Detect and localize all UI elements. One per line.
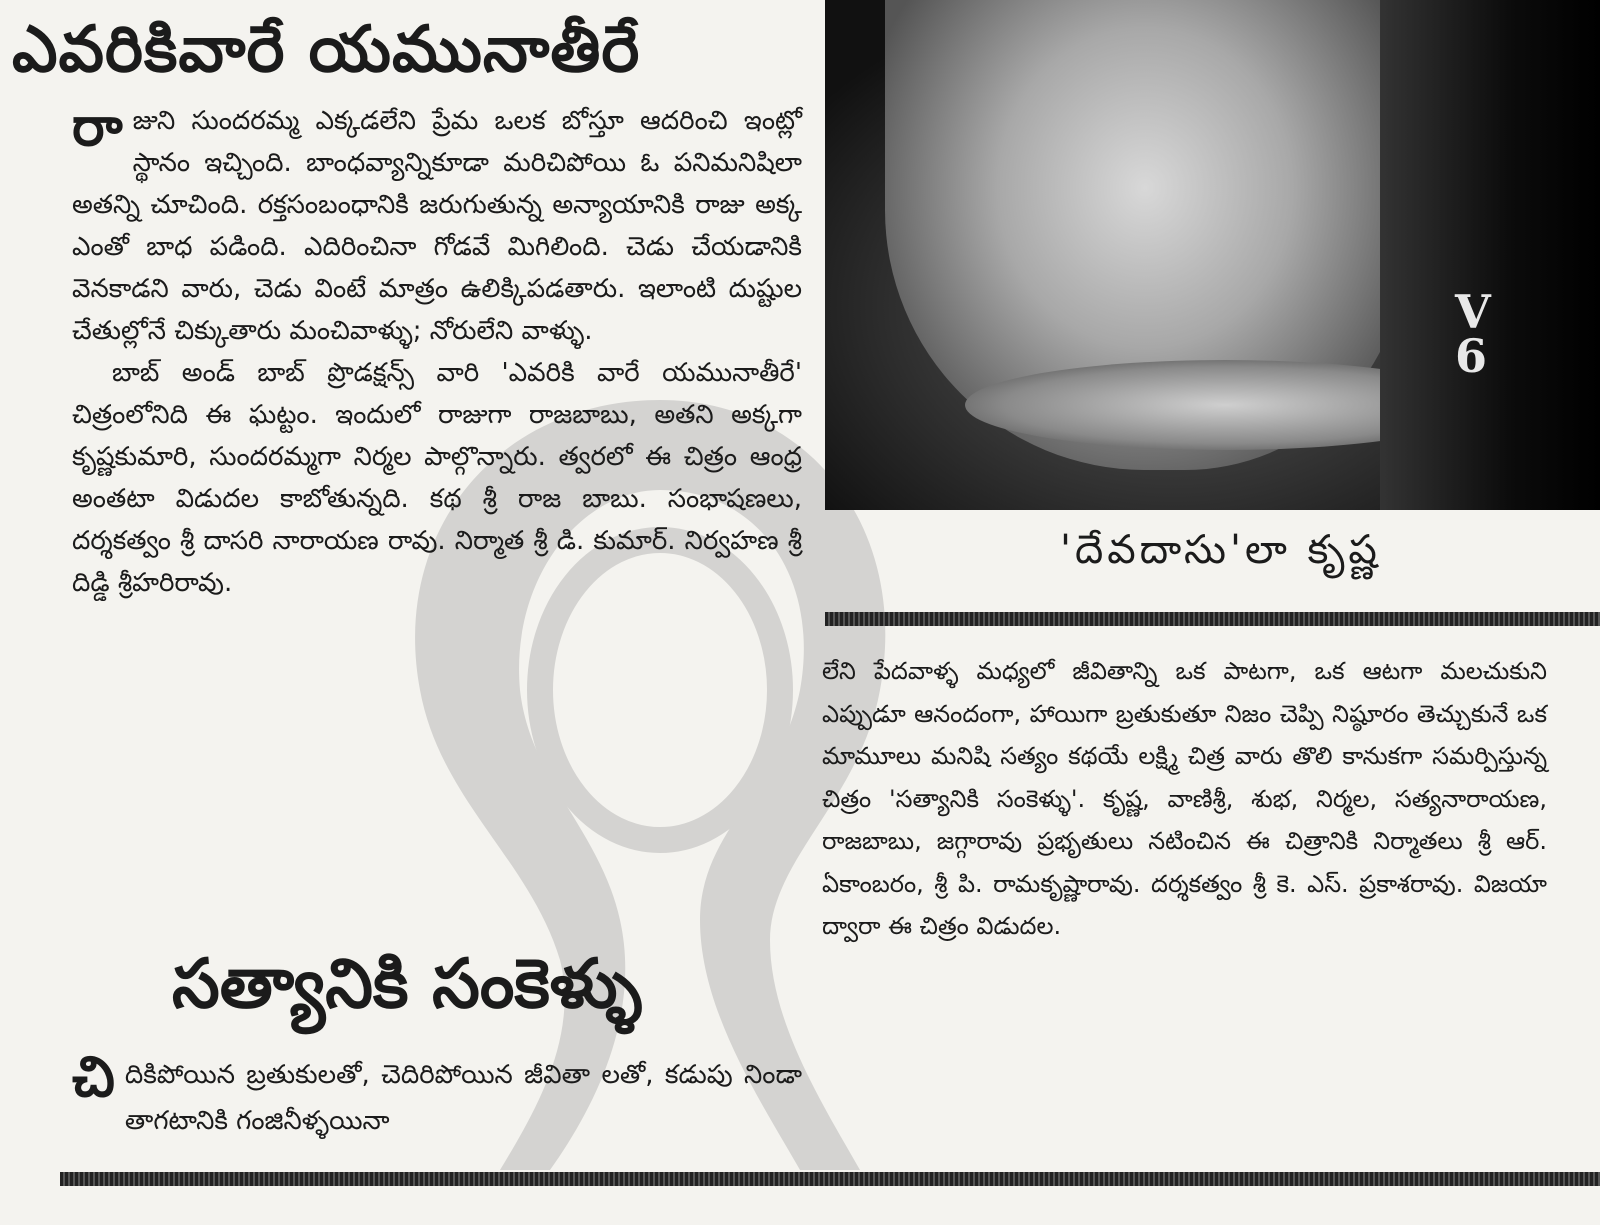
paragraph-text: లేని పేదవాళ్ళ మధ్యలో జీవితాన్ని ఒక పాటగా, ఒక ఆటగా మలచుకుని ఎప్పుడూ ఆనందంగా, హాయిగా బ్రతుకుతూ నిజం చెప్పి నిష్ఠూరం తెచ్చుకునే ఒక మామూలు మనిషి సత్యం కథయే లక్ష్మి చిత్ర వారు తొలి కానుకగా సమర్పిస్తున్న చిత్రం 'సత్యానికి సంకెళ్ళు'. కృష్ణ, వాణిశ్రీ, శుభ, నిర్మల, సత్యనారాయణ, రాజబాబు, జగ్గారావు ప్రభృతులు నటించిన ఈ చిత్రానికి నిర్మాతలు శ్రీ ఆర్. ఏకాంబరం, శ్రీ పి. రామకృష్ణారావు. దర్శకత్వం శ్రీ కె. ఎస్. ప్రకాశరావు. విజయా ద్వారా ఈ చిత్రం విడుదల. <box>822 657 1547 940</box>
headline-satyaniki-sankellu: సత్యానికి సంకెళ్ళు <box>172 945 643 1024</box>
paragraph-text: జుని సుందరమ్మ ఎక్కడలేని ప్రేమ ఒలక బోస్తూ ఆదరించి ఇంట్లో స్థానం ఇచ్చింది. బాంధవ్యాన్నికూడా మరిచిపోయి ఓ పనిమనిషిలా అతన్ని చూచింది. రక్తసంబంధానికి జరుగుతున్న అన్యాయానికి రాజు అక్క ఎంతో బాధ పడింది. ఎదిరించినా గోడవే మిగిలింది. చెడు చేయడానికి వెనకాడని వారు, చెడు వింటే మాత్రం ఉలిక్కిపడతారు. ఇలాంటి దుష్టుల చేతుల్లోనే చిక్కుతారు మంచివాళ్ళు; నోరులేని వాళ్ళు. <box>72 106 802 346</box>
paragraph-text: దికిపోయిన బ్రతుకులతో, చెదిరిపోయిన జీవితా లతో, కడుపు నిండా తాగటానికి గంజినీళ్ళయినా <box>124 1060 802 1136</box>
photo-caption: 'దేవదాసు'లా కృష్ణ <box>1060 527 1381 573</box>
article-satyaniki-sankellu <box>72 1045 802 1144</box>
drop-cap: చి <box>72 1045 115 1110</box>
article-paragraph <box>72 95 802 352</box>
photo-badge: V 6 <box>1455 285 1491 383</box>
divider-rule <box>825 612 1600 626</box>
headline-evariki-vaare: ఎవరికివారే యమునాతీరే <box>12 13 641 87</box>
photo-shadow <box>1380 0 1600 510</box>
film-still-photo <box>825 0 1600 510</box>
article-paragraph: బాబ్ అండ్ బాబ్ ప్రొడక్షన్స్ వారి 'ఎవరికి వారే యమునాతీరే' చిత్రంలోనిది ఈ ఘట్టం. ఇందులో రాజుగా రాజబాబు, అతని అక్కగా కృష్ణకుమారి, సుందరమ్మగా నిర్మల పాల్గొన్నారు. త్వరలో ఈ చిత్రం ఆంధ్ర అంతటా విడుదల కాబోతున్నది. కథ శ్రీ రాజ బాబు. సంభాషణలు, దర్శకత్వం శ్రీ దాసరి నారాయణ రావు. నిర్మాత శ్రీ డి. కుమార్. నిర్వహణ శ్రీ దిడ్డి శ్రీహరిరావు. <box>72 358 802 598</box>
drop-cap: రా <box>72 95 123 158</box>
article-continuation <box>822 650 1547 948</box>
divider-rule <box>60 1172 1600 1186</box>
article-evariki-vaare <box>72 95 802 604</box>
